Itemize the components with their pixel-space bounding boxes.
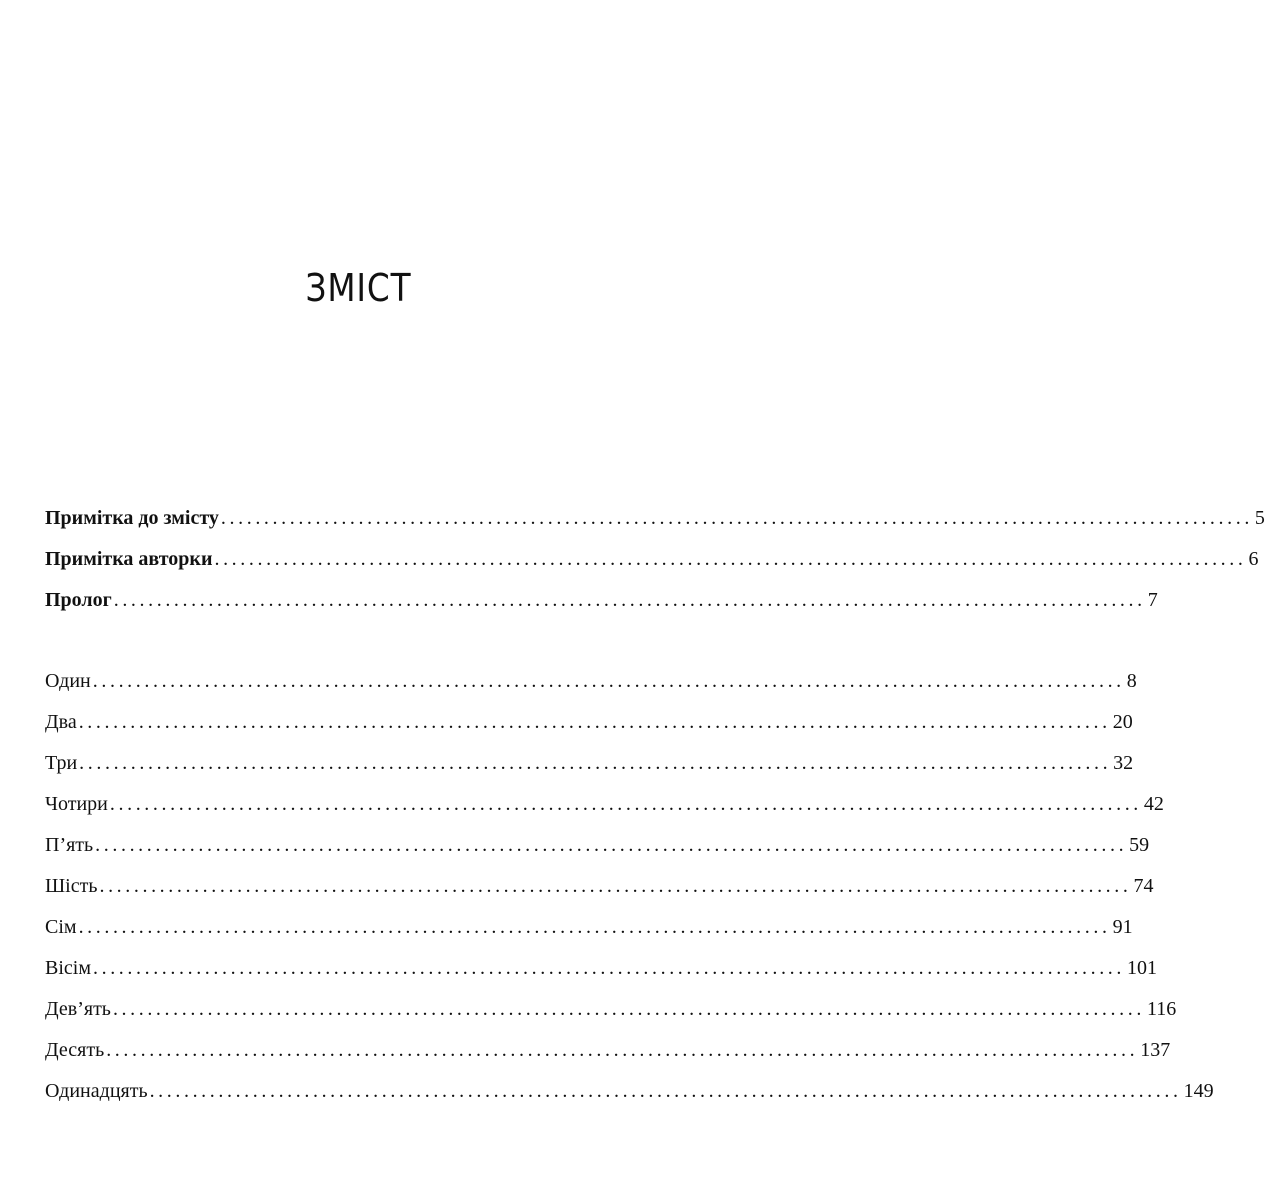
dot-leader: ........................................................................................................................ [92, 670, 1125, 692]
toc-row [45, 996, 1177, 1037]
toc-page-number: 101 [1127, 957, 1157, 979]
toc-page-number: 8 [1126, 670, 1137, 692]
toc-entry-title: Чотири [45, 793, 108, 815]
toc-page-number: 137 [1140, 1039, 1171, 1061]
toc-row [45, 832, 1150, 873]
toc-row [45, 587, 1158, 628]
toc-row [45, 791, 1164, 832]
toc-row [45, 873, 1154, 914]
toc-row [45, 709, 1133, 750]
toc-entry-title: Два [45, 711, 77, 733]
dot-leader: ........................................................................................................................ [113, 589, 1146, 611]
toc-row [45, 955, 1157, 996]
toc-row [45, 750, 1134, 791]
dot-leader: ........................................................................................................................ [149, 1080, 1182, 1102]
toc-page-number: 116 [1146, 998, 1177, 1020]
toc-front-matter [45, 505, 1265, 628]
toc-row [45, 668, 1137, 709]
toc-entry-title: Пролог [45, 589, 112, 611]
dot-leader: ........................................................................................................................ [78, 711, 1111, 733]
dot-leader: ........................................................................................................................ [112, 998, 1145, 1020]
dot-leader: ........................................................................................................................ [99, 875, 1132, 897]
toc-entry-title: Шість [45, 875, 98, 897]
toc-entry-title: Вісім [45, 957, 91, 979]
toc-page-number: 20 [1112, 711, 1133, 733]
toc-page-number: 6 [1248, 548, 1259, 570]
toc-page-number: 149 [1183, 1080, 1214, 1102]
toc-page-number: 74 [1133, 875, 1154, 897]
toc-entry-title: Одинадцять [45, 1080, 148, 1102]
toc-row [45, 1037, 1171, 1078]
page-title: ЗМІСТ [305, 266, 412, 310]
toc-page-number: 91 [1112, 916, 1133, 938]
toc-entry-title: Примітка авторки [45, 548, 213, 570]
toc-page-number: 59 [1129, 834, 1150, 856]
toc-entry-title: Сім [45, 916, 77, 938]
toc-entry-title: П’ять [45, 834, 94, 856]
toc-entry-title: Дев’ять [45, 998, 111, 1020]
toc-row [45, 505, 1265, 546]
dot-leader: ........................................................................................................................ [95, 834, 1128, 856]
toc-entry-title: Примітка до змісту [45, 507, 219, 529]
dot-leader: ........................................................................................................................ [106, 1039, 1139, 1061]
toc-entry-title: Десять [45, 1039, 105, 1061]
toc-page-number: 7 [1147, 589, 1158, 611]
dot-leader: ........................................................................................................................ [79, 752, 1112, 774]
dot-leader: ........................................................................................................................ [214, 548, 1247, 570]
toc-row [45, 914, 1133, 955]
toc-page-number: 32 [1113, 752, 1134, 774]
toc-page-number: 42 [1143, 793, 1164, 815]
dot-leader: ........................................................................................................................ [93, 957, 1125, 979]
toc-page-number: 5 [1254, 507, 1265, 529]
toc-row [45, 546, 1259, 587]
toc-chapters [45, 668, 1214, 1119]
toc-row [45, 1078, 1214, 1119]
toc-entry-title: Три [45, 752, 78, 774]
dot-leader: ........................................................................................................................ [109, 793, 1142, 815]
toc-entry-title: Один [45, 670, 91, 692]
dot-leader: ........................................................................................................................ [78, 916, 1111, 938]
dot-leader: ........................................................................................................................ [220, 507, 1253, 529]
